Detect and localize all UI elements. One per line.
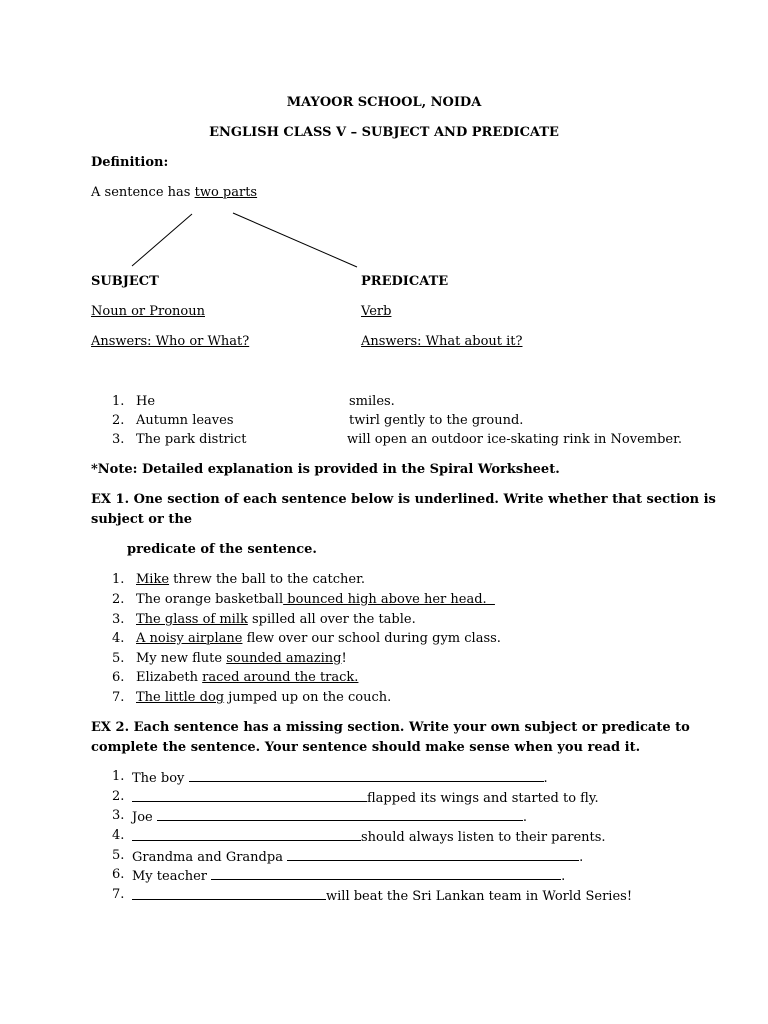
predicate-answers: Answers: What about it? [361,334,523,349]
answer-blank[interactable] [132,789,367,802]
page-title: ENGLISH CLASS V – SUBJECT AND PREDICATE [209,125,559,140]
item-number: 3. [112,808,125,823]
item-sentence [136,612,416,628]
note: *Note: Detailed explanation is provided in the Spiral Worksheet. [91,462,560,477]
item-text: flew over our school during gym class. [242,631,501,646]
item-text: My teacher [132,869,212,884]
list-item [112,592,495,608]
example-subject: He [136,394,156,409]
item-text: should always listen to their parents. [361,830,606,845]
ex1-instruction-line1: EX 1. One section of each sentence below is underlined. Write whether that section is [91,492,716,507]
subject-heading: SUBJECT [91,274,159,289]
item-text: . [579,850,584,865]
item-sentence [132,828,606,846]
subject-answers: Answers: Who or What? [91,334,250,349]
definition-intro-text: A sentence has [91,185,195,200]
answer-blank[interactable] [132,828,361,841]
item-text: jumped up on the couch. [224,690,392,705]
item-underlined: The glass of milk [136,612,248,627]
item-sentence [132,808,527,826]
item-sentence [132,769,548,787]
item-sentence [132,789,599,807]
list-item [112,612,416,628]
item-sentence [132,848,583,866]
list-item [112,651,347,667]
ex2-instruction-line2: complete the sentence. Your sentence should make sense when you read it. [91,740,641,755]
ex2-instruction-line1: EX 2. Each sentence has a missing section. Write your own subject or predicate to [91,720,690,735]
item-sentence [132,867,565,885]
predicate-type: Verb [361,304,392,319]
item-number: 6. [112,867,125,882]
definition-label: Definition: [91,155,169,170]
item-text: will beat the Sri Lankan team in World Series! [326,889,633,904]
school-name: MAYOOR SCHOOL, NOIDA [286,95,482,110]
list-item [112,670,359,686]
subject-type: Noun or Pronoun [91,304,205,319]
item-number: 5. [112,848,125,863]
item-text: My new flute [136,651,227,666]
example-predicate: smiles. [349,394,395,409]
list-item [112,769,548,786]
list-item [112,848,584,865]
item-number: 3. [112,612,125,627]
item-number: 4. [112,828,125,843]
item-number: 4. [112,631,125,646]
item-text: Joe [132,810,157,825]
answer-blank[interactable] [189,769,544,782]
example-subject: The park district [136,432,247,447]
item-text: spilled all over the table. [247,612,416,627]
item-number: 1. [112,769,125,784]
item-sentence [132,887,632,905]
item-text: . [561,869,566,884]
list-item [112,808,528,825]
item-text: Grandma and Grandpa [132,850,288,865]
item-number: 2. [112,592,125,607]
item-sentence [136,651,347,667]
list-item [112,867,566,884]
item-text: ! [341,651,347,666]
list-item [112,828,606,845]
example-subject: Autumn leaves [136,413,234,428]
list-item [112,789,599,806]
answer-blank[interactable] [157,808,523,821]
item-text: The orange basketball [136,592,284,607]
item-underlined: Mike [136,572,170,587]
branch-diagram [0,0,768,300]
item-underlined: The little dog [136,690,225,705]
ex1-instruction-line3: predicate of the sentence. [127,542,317,557]
branch-line-subject [132,214,192,266]
list-item [112,631,501,647]
item-text: . [543,771,548,786]
answer-blank[interactable] [287,848,579,861]
list-item [112,690,392,706]
item-number: 7. [112,887,125,902]
item-text: Elizabeth [136,670,203,685]
item-number: 1. [112,572,125,587]
predicate-heading: PREDICATE [361,274,449,289]
item-text: The boy [132,771,189,786]
example-number: 2. [112,413,125,428]
item-sentence [136,690,391,706]
item-sentence [136,670,358,686]
item-underlined: A noisy airplane [136,631,243,646]
item-sentence [136,631,501,647]
item-underlined: sounded amazing [226,651,342,666]
list-item [112,887,633,904]
item-text: threw the ball to the catcher. [169,572,366,587]
item-text: flapped its wings and started to fly. [367,791,599,806]
branch-line-predicate [233,213,357,267]
list-item [112,572,366,588]
item-number: 6. [112,670,125,685]
item-sentence [136,572,365,588]
answer-blank[interactable] [132,887,326,900]
item-text: . [522,810,528,825]
item-sentence [136,592,495,608]
item-number: 7. [112,690,125,705]
item-underlined: raced around the track. [202,670,359,685]
definition-two-parts: two parts [194,185,258,200]
item-underlined: bounced high above her head. [283,592,495,607]
ex1-instruction-line2: subject or the [91,512,193,527]
example-predicate: will open an outdoor ice-skating rink in November. [347,432,683,447]
item-number: 2. [112,789,125,804]
answer-blank[interactable] [211,867,561,880]
item-number: 5. [112,651,125,666]
example-predicate: twirl gently to the ground. [349,413,524,428]
example-number: 1. [112,394,125,409]
example-number: 3. [112,432,125,447]
